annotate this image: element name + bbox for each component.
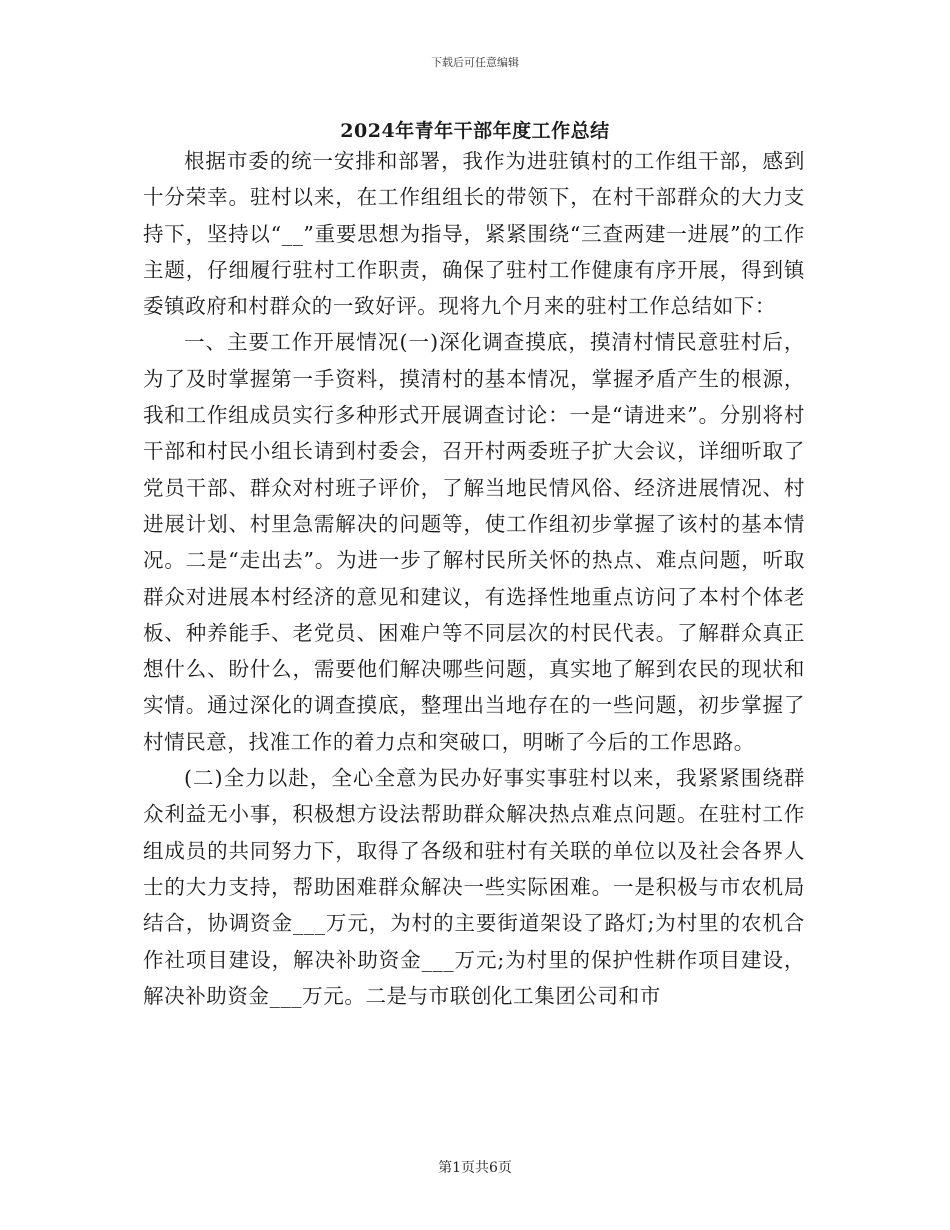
paragraph-section-2: (二)全力以赴，全心全意为民办好事实事驻村以来，我紧紧围绕群众利益无小事，积极想方设法帮助群众解决热点难点问题。在驻村工作组成员的共同努力下，取得了各级和驻村有关联的单位以及社会各界人士的大力支持，帮助困难群众解决一些实际困难。一是积极与市农机局结合，协调资金___万元，为村的主要街道架设了路灯;为村里的农机合作社项目建设，解决补助资金___万元;为村里的保护性耕作项目建设，解决补助资金___万元。二是与市联创化工集团公司和市: [143, 766, 805, 1008]
document-body: [143, 143, 805, 1014]
header-note: 下载后可任意编辑: [431, 56, 519, 69]
paragraph-section-1: 一、主要工作开展情况(一)深化调查摸底，摸清村情民意驻村后，为了及时掌握第一手资料，摸清村的基本情况，掌握矛盾产生的根源，我和工作组成员实行多种形式开展调查讨论：一是“请进来”。分别将村干部和村民小组长请到村委会，召开村两委班子扩大会议，详细听取了党员干部、群众对村班子评价，了解当地民情风俗、经济进展情况、村进展计划、村里急需解决的问题等，使工作组初步掌握了该村的基本情况。二是“走出去”。为进一步了解村民所关怀的热点、难点问题，听取群众对进展本村经济的意见和建议，有选择性地重点访问了本村个体老板、种养能手、老党员、困难户等不同层次的村民代表。了解群众真正想什么、盼什么，需要他们解决哪些问题，真实地了解到农民的现状和实情。通过深化的调查摸底，整理出当地存在的一些问题，初步掌握了村情民意，找准工作的着力点和突破口，明晰了今后的工作思路。: [143, 330, 805, 754]
page-footer: 第1页共6页: [438, 1160, 512, 1176]
paragraph-intro: 根据市委的统一安排和部署，我作为进驻镇村的工作组干部，感到十分荣幸。驻村以来，在工作组组长的带领下，在村干部群众的大力支持下，坚持以“__”重要思想为指导，紧紧围绕“三查两建一进展”的工作主题，仔细履行驻村工作职责，确保了驻村工作健康有序开展，得到镇委镇政府和村群众的一致好评。现将九个月来的驻村工作总结如下：: [143, 149, 805, 319]
document-title: 2024年青年干部年度工作总结: [340, 120, 610, 142]
